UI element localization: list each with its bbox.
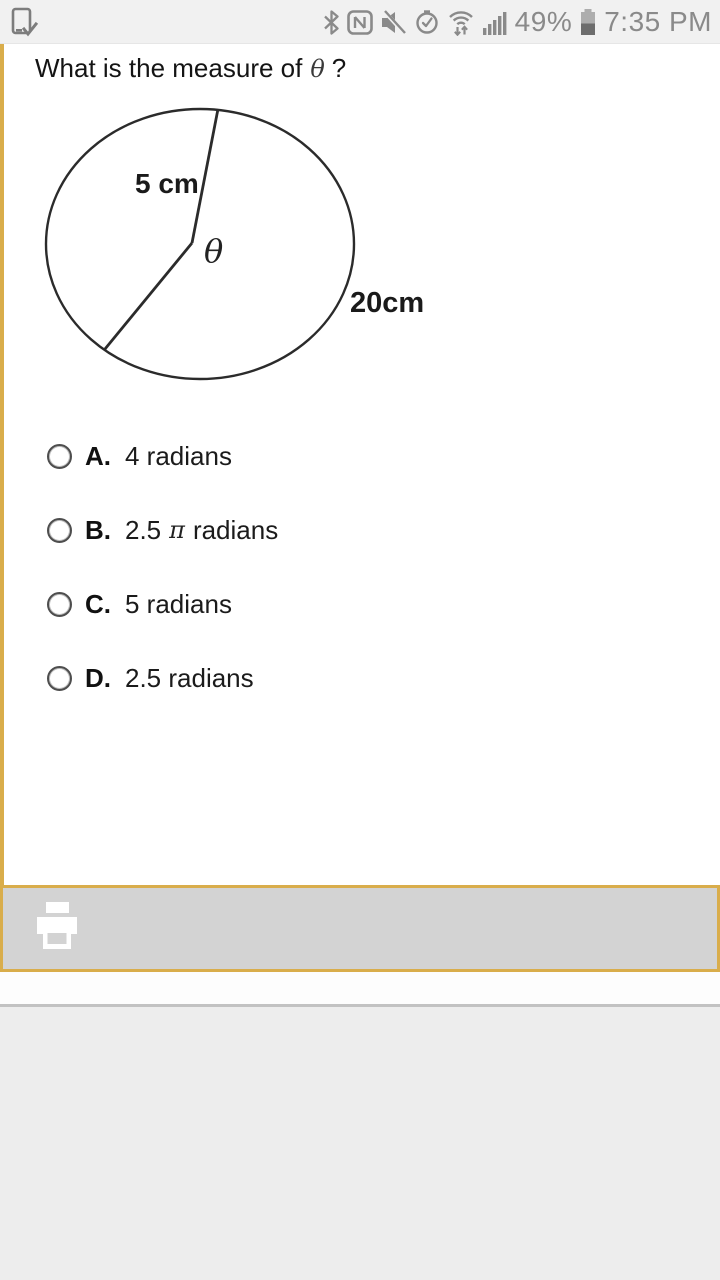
status-right-cluster [323, 0, 712, 44]
radius-label: 5 cm [135, 168, 199, 199]
content-gap [0, 972, 720, 1004]
question-prefix: What is the measure of [35, 53, 303, 83]
battery-icon [579, 8, 597, 36]
option-text-b-pre: 2.5 [125, 514, 162, 545]
option-text-c: 5 radians [125, 588, 232, 619]
print-button[interactable] [24, 899, 90, 958]
option-text-b-post: radians [192, 514, 279, 545]
bluetooth-icon [323, 10, 340, 35]
question-text [35, 53, 346, 84]
option-letter-d: D. [85, 662, 111, 693]
option-letter-b: B. [85, 514, 111, 545]
printer-icon [35, 900, 79, 954]
radio-button-b[interactable] [47, 518, 72, 543]
alarm-icon [414, 9, 440, 35]
wifi-icon [447, 9, 475, 36]
option-text-a: 4 radians [125, 440, 232, 471]
pi-symbol: π [169, 516, 185, 544]
option-letter-a: A. [85, 440, 111, 471]
mute-icon [380, 10, 407, 35]
option-row-d[interactable] [0, 663, 647, 693]
option-text-d: 2.5 radians [125, 662, 254, 693]
print-bar [0, 885, 720, 972]
option-letter-c: C. [85, 588, 111, 619]
radio-button-a[interactable] [47, 444, 72, 469]
geometry-diagram [20, 94, 460, 394]
radio-button-d[interactable] [47, 666, 72, 691]
status-bar [0, 0, 720, 44]
option-row-c[interactable] [0, 589, 647, 619]
option-row-b[interactable] [0, 515, 647, 545]
option-row-a[interactable] [0, 441, 647, 471]
arc-label: 20cm [350, 287, 425, 319]
nfc-icon [347, 10, 373, 35]
screenshot-captured-icon [9, 7, 39, 39]
theta-symbol: θ [310, 55, 325, 83]
signal-icon [482, 10, 508, 35]
circle-shape [46, 109, 354, 379]
radio-button-c[interactable] [47, 592, 72, 617]
radius-line-bottom [105, 243, 192, 349]
battery-percent: 49% [514, 6, 573, 37]
theta-label: θ [204, 232, 224, 270]
question-mark: ? [331, 53, 347, 83]
bottom-panel [0, 1007, 720, 1280]
clock-time: 7:35 PM [604, 6, 712, 37]
